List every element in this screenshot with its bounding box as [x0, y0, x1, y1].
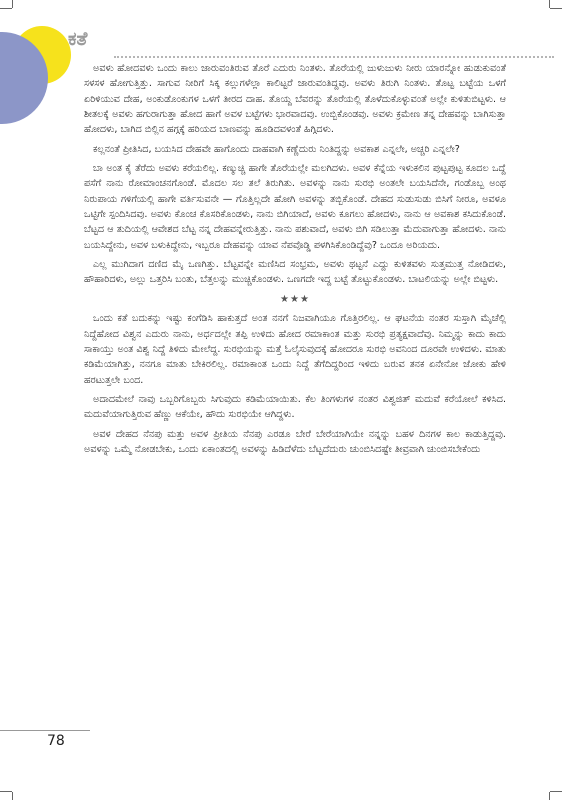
crop-mark-top-right-v — [549, 0, 550, 8]
footer-rule — [0, 730, 90, 731]
paragraph: ಬಾ ಅಂತ ಕೈ ತೆರೆದು ಅವಳು ಕರೆಯಲಿಲ್ಲ. ಕಣ್ಮುಚ್ಚಿ ಹಾಗೇ ತೊರೆಯಲ್ಲೇ ಮಲಗಿದಳು. ಅವಳ ಕೆನ್ನೆಯ ಇಳುಕಲಿನ ಪುಟ್ಟಪುಟ್ಟ ಕೂದಲ ಒದ್ದೆ ಪಸೆಗೆ ನಾನು ರೋಮಾಂಚನಗೊಂಡೆ. ಮೊದಲ ಸಲ ತಲೆ ತಿರುಗಿತು. ಅವಳನ್ನು ನಾನು ಸುರಭಿ ಅಂತಲೇ ಬಯಸಿದೆನೇ, ಗಂಡೊಬ್ಬ ಅಂಥ ನಿರುಪಾಯ ಗಳಿಗೆಯಲ್ಲಿ ಹಾಗೇ ವರ್ತಿಸುವನೇ — ಗೊತ್ತಿಲ್ಲದೇ ಹೋಗಿ ಅವಳನ್ನು ತಬ್ಬಿಕೊಂಡೆ. ದೇಹದ ಸುಡುಸುಡು ಬಿಸಿಗೆ ನೀರೂ, ಅವಳೂ ಒಟ್ಟಿಗೇ ಸ್ಪಂದಿಸಿದವು. ಅವಳು ಕೊಂಚ ಕೊಸರಿಕೊಂಡಳು, ನಾನು ಬಿಗಿಯಾದೆ, ಅವಳು ಕೂಗಲು ಹೋದಳು, ನಾನು ಆ ಅವಕಾಶ ಕಸಿದುಕೊಂಡೆ. ಬೆಟ್ಟದ ಆ ತುದಿಯಲ್ಲಿ ಆವೇಶದ ಬೆಟ್ಟ ನನ್ನ ದೇಹವನ್ನೇರುತ್ತಿತ್ತು. ನಾನು ಪಶುವಾದೆ, ಅವಳು ಬಿಗಿ ಸಡಿಲುತ್ತಾ ಮೆದುವಾಗುತ್ತಾ ಹೋದಳು. ನಾನು ಬಯಸಿದ್ದೇನು, ಅವಳ ಬಳುಕಿದ್ದೇನು, ಇಬ್ಬರೂ ದೇಹವನ್ನು ಯಾವ ನೆಪವೊಡ್ಡಿ ಪಳಗಿಸಿಕೊಂಡಿದ್ದೆವು? ಒಂದೂ ಅರಿಯದು. — [84, 163, 506, 251]
paragraph: ಒಂದು ಕತೆ ಬದುಕನ್ನು ಇಷ್ಟು ಕಂಗೆಡಿಸಿ ಹಾಕುತ್ತದೆ ಅಂತ ನನಗೆ ನಿಜವಾಗಿಯೂ ಗೊತ್ತಿರಲಿಲ್ಲ. ಆ ಘಟನೆಯ ನಂತರ ಸುಸ್ತಾಗಿ ಮೈಚೆಲ್ಲಿ ನಿದ್ದೆಹೋದ ವಿಶ್ವನ ಎದುರು ನಾನು, ಅರ್ಧದಲ್ಲೇ ತಪ್ಪಿ ಉಳಿದು ಹೋದ ರಮಾಕಾಂತ ಮತ್ತು ಸುರಭಿ ಪ್ರತ್ಯಕ್ಷವಾದೆವು. ನಿಮ್ಮನ್ನು ಕಾದು ಕಾದು ಸಾಕಾಯ್ತು ಅಂತ ವಿಶ್ವ ನಿದ್ದೆ ತಿಳಿದು ಮೇಲೆದ್ದ. ಸುರಭಿಯನ್ನು ಮತ್ತೆ ಓಲೈಸುವುದಕ್ಕೆ ಹೋದರೂ ಸುರಭಿ ಅವನಿಂದ ದೂರವೇ ಉಳಿದಳು. ಮಾತು ಕಡಿಮೆಯಾಗಿತ್ತು, ನನಗೂ ಮಾತು ಬೇಕಿರಲಿಲ್ಲ. ರಮಾಕಾಂತ ಒಂದು ನಿದ್ದೆ ತೆಗೆದಿದ್ದರಿಂದ ಇಳಿದು ಬರುವ ತನಕ ಏನೇನೋ ಜೋಕು ಹೇಳಿ ಹರಟುತ್ತಲೇ ಬಂದ. — [84, 313, 506, 386]
crop-mark-bottom-right-h — [550, 791, 562, 792]
paragraph: ಅದಾದಮೇಲೆ ನಾವು ಒಬ್ಬರಿಗೊಬ್ಬರು ಸಿಗುವುದು ಕಡಿಮೆಯಾಯಿತು. ಕೆಲ ತಿಂಗಳುಗಳ ನಂತರ ವಿಶ್ವಜಿತ್ ಮದುವೆ ಕರೆಯೋಲೆ ಕಳಿಸಿದ. ಮದುವೆಯಾಗುತ್ತಿರುವ ಹೆಣ್ಣು ಆಕೆಯೇ, ಹೌದು ಸುರಭಿಯೇ ಆಗಿದ್ದಳು. — [84, 393, 506, 421]
paragraph: ಎಲ್ಲ ಮುಗಿದಾಗ ದಣಿದ ಮೈ ಒಣಗಿತ್ತು. ಬೆಟ್ಟವನ್ನೇ ಮಣಿಸಿದ ಸಂಭ್ರಮ, ಅವಳು ಥಟ್ಟನೆ ಎದ್ದು ಕುಳಿತವಳು ಸುತ್ತಮುತ್ತ ನೋಡಿದಳು, ಹೌಹಾರಿದಳು, ಅಲ್ಲು ಒತ್ತರಿಸಿ ಬಂತು, ಬೆತ್ತಲನ್ನು ಮುಚ್ಚಿಕೊಂಡಳು. ಒಣಗದೇ ಇದ್ದ ಬಟ್ಟೆ ತೊಟ್ಟುಕೊಂಡಳು. ಬಾಟಲಿಯನ್ನು ಅಲ್ಲೇ ಬಿಟ್ಟಳು. — [84, 259, 506, 286]
page-number: 78 — [47, 733, 65, 749]
header-dotted-rule — [114, 56, 554, 58]
paragraph: ಕಲ್ಲನಂತೆ ಪ್ರೀತಿಸಿದ, ಬಯಸಿದ ದೇಹವೇ ಹಾಗೊಂದು ದಾಹವಾಗಿ ಕಣ್ಣೆದುರು ನಿಂತಿದ್ದನ್ನು ಅವಕಾಶ ಎನ್ನಲೇ, ಅಚ್ಚರಿ ಎನ್ನಲೇ? — [93, 143, 460, 155]
crop-mark-bottom-right-v — [549, 792, 550, 800]
paragraph: ಅವಳು ಹೋದವಳು ಒಂದು ಕಾಲು ಜಾರುವಂತಿರುವ ತೊರೆ ಎದುರು ನಿಂತಳು. ತೊರೆಯಲ್ಲಿ ಜುಳುಜುಳು ನೀರು ಯಾರನ್ನೋ ಹುಡುಕುವಂತೆ ಸಳಸಳ ಹೋಗುತ್ತಿತ್ತು. ಸಾಗುವ ನೀರಿಗೆ ಸಿಕ್ಕ ಕಲ್ಲುಗಳೆಲ್ಲಾ ಕಾಲಿಟ್ಟರೆ ಜಾರುವಂತಿದ್ದವು. ಅವಳು ತಿರುಗಿ ನಿಂತಳು. ತೊಟ್ಟ ಬಟ್ಟೆಯ ಒಳಗೆ ಏರಿಳಿಯುವ ದೇಹ, ಅಂಕುಡೊಂಕುಗಳ ಒಳಗೆ ತೀರದ ದಾಹ. ತೊಯ್ದ ಬೆವರನ್ನು ತೊರೆಯಲ್ಲಿ ತೊಳೆದುಕೊಳ್ಳುವಂತೆ ಅಲ್ಲೇ ಕುಳಿತುಬಿಟ್ಟಳು. ಆ ಶೀತಲಕ್ಕೆ ಅವಳು ಹಗುರಾಗುತ್ತಾ ಹೋದ ಹಾಗೆ ಅವಳ ಬಟ್ಟೆಗಳು ಭಾರವಾದವು. ಉಬ್ಬಿಕೊಂಡವು. ಅವಳು ಕ್ರಮೇಣ ತನ್ನ ದೇಹವನ್ನು ಬಾಗಿಸುತ್ತಾ ಹೋದಳು, ಬಾಗಿದ ಬಿಲ್ಲಿನ ಹಗ್ಗಕ್ಕೆ ಹರಿಯದ ಬಾಣವನ್ನು ಹೂಡಿದವಳಂತೆ ಹಿಗ್ಗಿದಳು. — [84, 63, 506, 136]
crop-mark-bottom-left-v — [12, 792, 13, 800]
crop-mark-top-left-h — [0, 8, 12, 9]
paragraph: ಅವಳ ದೇಹದ ನೆನಪು ಮತ್ತು ಅವಳ ಪ್ರೀತಿಯ ನೆನಪು ಎರಡೂ ಬೇರೆ ಬೇರೆಯಾಗಿಯೇ ನನ್ನನ್ನು ಬಹಳ ದಿನಗಳ ಕಾಲ ಕಾಡುತ್ತಿದ್ದವು. ಅವಳನ್ನು ಒಮ್ಮೆ ನೋಡಬೇಕು, ಒಂದು ಏಕಾಂತದಲ್ಲಿ ಅವಳನ್ನು ಹಿಡಿದೆಳೆದು ಬೆಟ್ಟದೆದುರು ಚುಂಬಿಸಿದಷ್ಟೇ ತೀವ್ರವಾಗಿ ಚುಂಬಿಸಬೇಕೆಂದು — [84, 428, 506, 455]
crop-mark-bottom-left-h — [0, 791, 12, 792]
section-separator: ★★★ — [280, 293, 310, 305]
story-body — [84, 61, 506, 461]
section-title: ಕತೆ — [68, 28, 88, 50]
crop-mark-top-left-v — [12, 0, 13, 8]
crop-mark-top-right-h — [550, 8, 562, 9]
